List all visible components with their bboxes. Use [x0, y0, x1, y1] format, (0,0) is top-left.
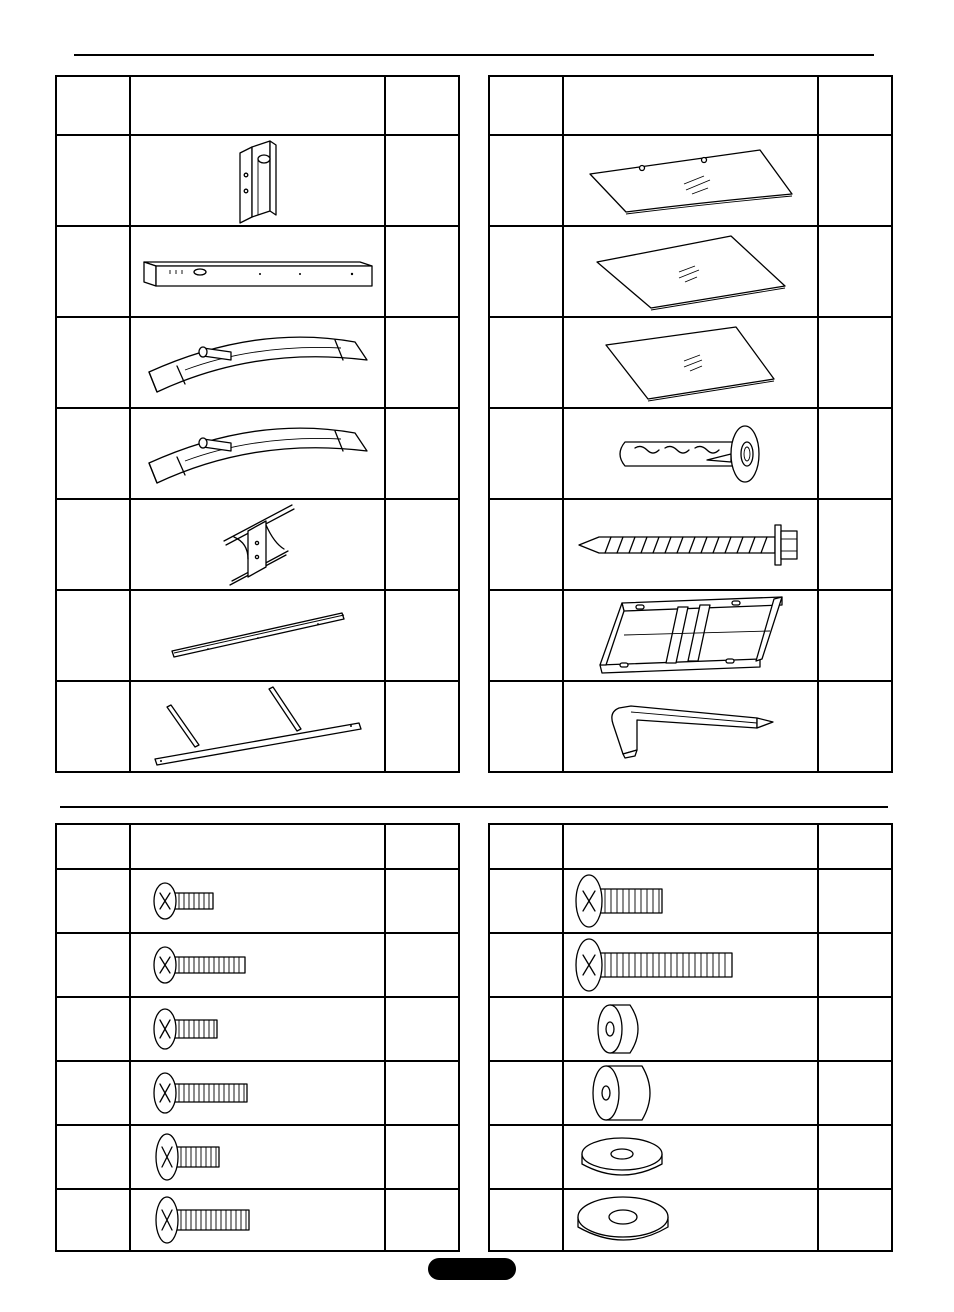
table-row: [56, 1125, 459, 1189]
part-qty-cell: [385, 226, 459, 317]
part-qty-cell: [818, 933, 892, 997]
part-image-cell: [563, 997, 818, 1061]
table-header-row: [56, 76, 459, 135]
table-row: [56, 681, 459, 772]
part-image-cell: [563, 408, 818, 499]
part-id-cell: [56, 135, 130, 226]
part-qty-cell: [385, 408, 459, 499]
part-id-cell: [489, 1061, 563, 1125]
header-cell-part: [563, 76, 818, 135]
part-image-cell: [130, 869, 385, 933]
part-qty-cell: [818, 499, 892, 590]
part-qty-cell: [385, 135, 459, 226]
part-qty-cell: [818, 869, 892, 933]
part-id-cell: [489, 317, 563, 408]
part-id-cell: [56, 408, 130, 499]
table-row: [489, 408, 892, 499]
table-row: [489, 869, 892, 933]
hardware-table-right: [488, 823, 893, 1252]
part-image-cell: [130, 408, 385, 499]
table-row: [489, 933, 892, 997]
part-qty-cell: [385, 317, 459, 408]
part-image-cell: [563, 933, 818, 997]
table-header-row: [489, 824, 892, 869]
part-id-cell: [489, 997, 563, 1061]
table-row: [489, 317, 892, 408]
spacer-icon: [594, 1001, 654, 1057]
part-id-cell: [489, 681, 563, 772]
table-row: [56, 499, 459, 590]
table-row: [489, 590, 892, 681]
part-id-cell: [489, 499, 563, 590]
part-qty-cell: [385, 499, 459, 590]
table-row: [56, 590, 459, 681]
table-row: [489, 1061, 892, 1125]
part-id-cell: [56, 226, 130, 317]
medium-screw-icon: [151, 1071, 251, 1115]
part-id-cell: [489, 590, 563, 681]
part-image-cell: [130, 1061, 385, 1125]
part-qty-cell: [385, 1189, 459, 1251]
part-image-cell: [563, 1125, 818, 1189]
part-qty-cell: [818, 135, 892, 226]
header-cell-qty: [385, 76, 459, 135]
part-qty-cell: [818, 317, 892, 408]
part-qty-cell: [818, 1061, 892, 1125]
part-id-cell: [489, 869, 563, 933]
part-qty-cell: [385, 933, 459, 997]
long-screw-icon: [151, 945, 249, 985]
part-image-cell: [563, 226, 818, 317]
glass-shelf-icon: [602, 323, 780, 403]
part-qty-cell: [818, 226, 892, 317]
part-image-cell: [130, 499, 385, 590]
part-qty-cell: [818, 1189, 892, 1251]
part-id-cell: [56, 997, 130, 1061]
part-id-cell: [489, 135, 563, 226]
short-screw-icon: [153, 1132, 223, 1182]
part-image-cell: [130, 997, 385, 1061]
part-qty-cell: [385, 869, 459, 933]
table-row: [56, 1189, 459, 1251]
table-header-row: [489, 76, 892, 135]
table-row: [489, 997, 892, 1061]
header-cell-id: [489, 76, 563, 135]
part-qty-cell: [818, 997, 892, 1061]
table-row: [489, 226, 892, 317]
table-row: [489, 135, 892, 226]
page-number-badge: [428, 1258, 516, 1280]
bracket-icon: [218, 139, 298, 223]
header-cell-id: [56, 824, 130, 869]
header-cell-qty: [385, 824, 459, 869]
part-qty-cell: [385, 1061, 459, 1125]
table-row: [56, 997, 459, 1061]
part-qty-cell: [385, 1125, 459, 1189]
part-image-cell: [130, 933, 385, 997]
part-image-cell: [563, 869, 818, 933]
top-divider: [74, 54, 874, 56]
glass-shelf-icon: [586, 146, 796, 216]
table-row: [489, 681, 892, 772]
part-image-cell: [563, 317, 818, 408]
part-id-cell: [56, 1061, 130, 1125]
table-row: [56, 408, 459, 499]
part-image-cell: [563, 499, 818, 590]
part-qty-cell: [385, 681, 459, 772]
table-row: [56, 317, 459, 408]
part-image-cell: [130, 681, 385, 772]
part-image-cell: [130, 590, 385, 681]
table-row: [56, 933, 459, 997]
center-bracket-icon: [218, 503, 298, 587]
components-table-right: [488, 75, 893, 773]
part-id-cell: [489, 1189, 563, 1251]
part-id-cell: [56, 1189, 130, 1251]
table-row: [489, 1125, 892, 1189]
table-row: [56, 869, 459, 933]
part-qty-cell: [385, 590, 459, 681]
header-cell-id: [489, 824, 563, 869]
curved-arm-icon: [145, 421, 371, 487]
middle-divider: [60, 806, 888, 808]
table-row: [56, 135, 459, 226]
large-washer-icon: [574, 1191, 674, 1249]
part-image-cell: [130, 1189, 385, 1251]
base-rail-icon: [151, 687, 365, 767]
part-id-cell: [489, 1125, 563, 1189]
straight-bar-icon: [140, 252, 376, 292]
table-row: [56, 226, 459, 317]
part-image-cell: [130, 1125, 385, 1189]
short-screw-icon: [151, 881, 217, 921]
table-row: [56, 1061, 459, 1125]
part-id-cell: [56, 933, 130, 997]
mounting-frame-icon: [596, 595, 786, 677]
part-id-cell: [489, 933, 563, 997]
part-image-cell: [130, 226, 385, 317]
part-qty-cell: [818, 590, 892, 681]
header-cell-part: [130, 76, 385, 135]
part-image-cell: [563, 1189, 818, 1251]
components-table-left: [55, 75, 460, 773]
small-washer-icon: [578, 1132, 668, 1182]
part-id-cell: [489, 408, 563, 499]
header-cell-id: [56, 76, 130, 135]
part-qty-cell: [818, 408, 892, 499]
part-image-cell: [563, 681, 818, 772]
header-cell-qty: [818, 76, 892, 135]
part-id-cell: [56, 681, 130, 772]
table-header-row: [56, 824, 459, 869]
allen-key-icon: [601, 694, 781, 760]
part-id-cell: [56, 590, 130, 681]
header-cell-part: [563, 824, 818, 869]
part-image-cell: [130, 317, 385, 408]
part-id-cell: [56, 1125, 130, 1189]
wall-anchor-icon: [613, 422, 769, 486]
part-image-cell: [563, 135, 818, 226]
medium-screw-icon: [153, 1195, 253, 1245]
part-id-cell: [56, 499, 130, 590]
glass-shelf-icon: [593, 232, 789, 312]
lag-screw-icon: [575, 515, 807, 575]
short-screw-icon: [151, 1007, 221, 1051]
header-cell-qty: [818, 824, 892, 869]
part-id-cell: [489, 226, 563, 317]
table-row: [489, 499, 892, 590]
table-row: [489, 1189, 892, 1251]
part-image-cell: [563, 1061, 818, 1125]
part-image-cell: [130, 135, 385, 226]
large-screw-icon: [574, 873, 666, 929]
wide-spacer-icon: [590, 1062, 660, 1124]
extra-long-screw-icon: [574, 937, 736, 993]
part-qty-cell: [818, 681, 892, 772]
hardware-table-left: [55, 823, 460, 1252]
curved-arm-icon: [145, 330, 371, 396]
flat-rail-icon: [168, 609, 348, 663]
header-cell-part: [130, 824, 385, 869]
part-qty-cell: [385, 997, 459, 1061]
part-qty-cell: [818, 1125, 892, 1189]
part-id-cell: [56, 869, 130, 933]
part-image-cell: [563, 590, 818, 681]
part-id-cell: [56, 317, 130, 408]
